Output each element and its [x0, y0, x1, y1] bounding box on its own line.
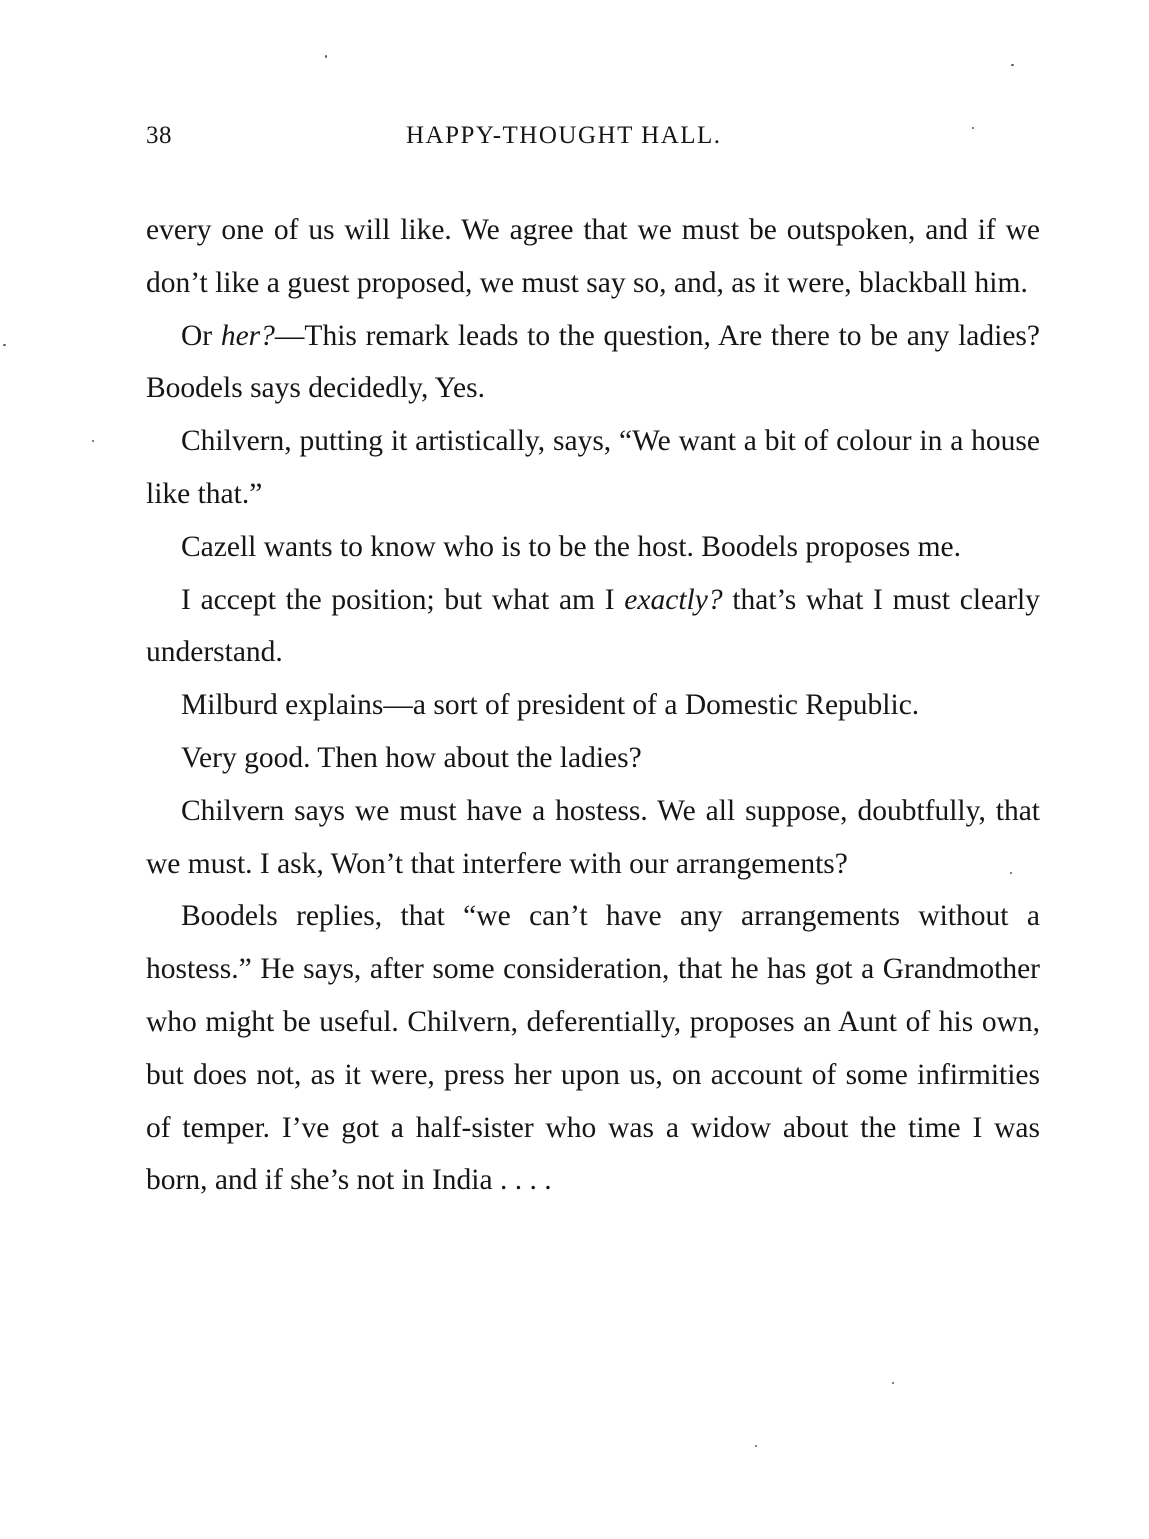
italic-text: exactly? — [624, 583, 723, 616]
paragraph: Milburd explains—a sort of president of a Domestic Republic. — [181, 689, 920, 722]
running-head — [146, 122, 1038, 162]
paragraph — [146, 310, 1040, 416]
scan-speck — [92, 440, 94, 442]
scan-speck — [1010, 872, 1012, 874]
paragraph: Chilvern, putting it artistically, says, “We want a bit of colour in a house like that.” — [146, 425, 1040, 510]
paragraph-text: that’s what I must clearly understand. — [146, 583, 1040, 669]
paragraph: Cazell wants to know who is to be the host. Boodels proposes me. — [181, 530, 962, 563]
paragraph-continued: every one of us will like. We agree that we must be outspoken, and if we don’t like a guest proposed, we must say so, and, as it were, blackball him. — [146, 214, 1040, 299]
paragraph-text: —This remark leads to the question, Are there to be any ladies? Boodels says decidedly, Yes. — [146, 319, 1040, 405]
scan-speck — [972, 127, 974, 129]
paragraph — [146, 574, 1040, 680]
scan-speck — [325, 55, 327, 58]
scan-speck — [3, 344, 6, 346]
paragraph-text: I accept the position; but what am I — [181, 583, 625, 616]
italic-text: her? — [220, 319, 275, 352]
scan-speck — [1011, 64, 1014, 66]
page-number: 38 — [146, 122, 172, 149]
scan-speck — [892, 1382, 894, 1384]
body-text — [146, 204, 1040, 1207]
scan-speck — [755, 1445, 757, 1447]
paragraph: Chilvern says we must have a hostess. We all suppose, doubtfully, that we must. I ask, Won’t that interfere with our arrangements? — [146, 794, 1040, 880]
paragraph-text: Or — [181, 319, 221, 352]
paragraph: Boodels replies, that “we can’t have any arrangements without a hostess.” He says, after some consideration, that he has got a Grandmother who might be useful. Chilvern, deferentially, proposes an Aunt of his own, but does not, as it were, press her upon us, on account of some infirmities of temper. I’ve got a half-sister who was a widow about the time I was born, and if she’s not in India . . . . — [146, 900, 1040, 1197]
running-title: HAPPY-THOUGHT HALL. — [406, 122, 722, 149]
paragraph: Very good. Then how about the ladies? — [181, 741, 642, 774]
